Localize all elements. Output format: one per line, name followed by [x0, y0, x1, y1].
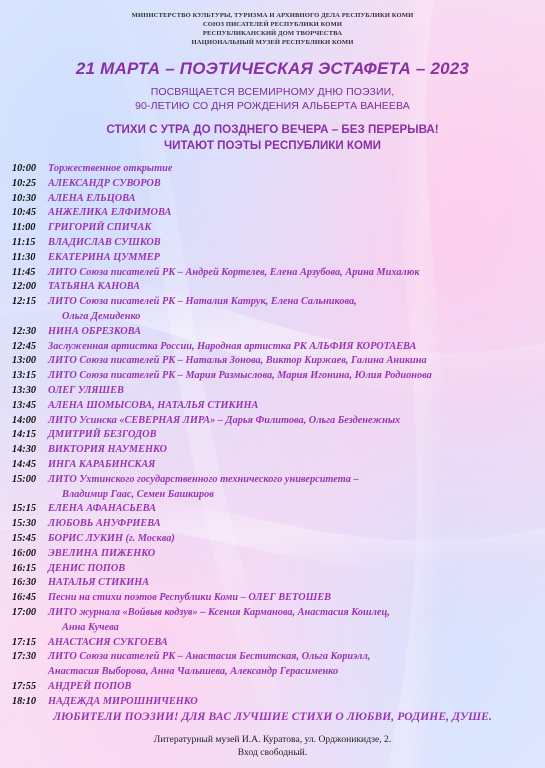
performer-line: ЛИТО Союза писателей РК – Наталия Катрук, Елена Сальникова, [48, 296, 357, 308]
schedule-performer [48, 650, 540, 680]
schedule-performer [48, 414, 540, 429]
schedule-row [12, 443, 540, 458]
performer-line: НАТАЛЬЯ СТИКИНА [48, 577, 150, 589]
performer-line: ДМИТРИЙ БЕЗГОДОВ [48, 429, 157, 441]
schedule-row [12, 650, 540, 680]
schedule-performer [48, 369, 540, 384]
performer-line-continued: Анастасия Выборова, Анна Чалышева, Александр Герасименко [48, 666, 339, 678]
schedule-row [12, 695, 540, 710]
schedule-performer [48, 502, 540, 517]
schedule-row [12, 192, 540, 207]
schedule-row [12, 280, 540, 295]
performer-line: ЛИТО Союза писателей РК – Андрей Кортелев, Елена Арзубова, Арина Михалюк [48, 266, 420, 278]
schedule-performer [48, 354, 540, 369]
schedule-performer [48, 251, 540, 266]
schedule-row [12, 354, 540, 369]
slogan [0, 122, 545, 154]
performer-line: ЕКАТЕРИНА ЦУММЕР [48, 251, 160, 263]
performer-line: ЛИТО Усинска «СЕВЕРНАЯ ЛИРА» – Дарья Филитова, Ольга Безденежных [48, 414, 401, 426]
schedule-performer [48, 221, 540, 236]
performer-line: ЛИТО Ухтинского государственного технического университета – [48, 473, 359, 485]
performer-line: Песни на стихи поэтов Республики Коми – ОЛЕГ ВЕТОШЕВ [48, 592, 332, 604]
schedule-row [12, 325, 540, 340]
schedule-time: 11:30 [12, 251, 36, 263]
schedule-performer [48, 325, 540, 340]
schedule-time: 10:00 [12, 163, 37, 174]
schedule-row [12, 369, 540, 384]
schedule-time: 15:45 [12, 532, 37, 544]
schedule-performer [48, 473, 540, 503]
schedule-performer [48, 517, 540, 532]
performer-line: ВИКТОРИЯ НАУМЕНКО [48, 444, 167, 456]
slogan-line: СТИХИ С УТРА ДО ПОЗДНЕГО ВЕЧЕРА – БЕЗ ПЕРЕРЫВА! [106, 123, 439, 136]
schedule-time: 16:00 [12, 547, 37, 559]
schedule-performer [48, 162, 540, 177]
schedule-time: 17:30 [12, 651, 37, 663]
schedule-time: 18:10 [12, 695, 37, 707]
schedule-time: 16:30 [12, 577, 37, 589]
schedule-performer [48, 695, 540, 710]
performer-line: АЛЕКСАНДР СУВОРОВ [48, 177, 161, 189]
schedule-row [12, 428, 540, 443]
schedule-performer [48, 399, 540, 414]
dedication-line: 90-ЛЕТИЮ СО ДНЯ РОЖДЕНИЯ АЛЬБЕРТА ВАНЕЕВА [135, 100, 410, 112]
organizers-header [0, 11, 545, 47]
performer-line: ОЛЕГ УЛЯШЕВ [48, 384, 124, 396]
schedule-performer [48, 547, 540, 562]
schedule-time: 11:00 [12, 222, 36, 234]
performer-line-continued: Анна Кучева [62, 621, 119, 633]
schedule-time: 13:45 [12, 399, 37, 411]
performer-line: ЛИТО журнала «Войвыв кодзув» – Ксения Карманова, Анастасия Кошлец, [48, 606, 390, 618]
schedule-row [12, 562, 540, 577]
closing-slogan: ЛЮБИТЕЛИ ПОЭЗИИ! ДЛЯ ВАС ЛУЧШИЕ СТИХИ О ЛЮБВИ, РОДИНЕ, ДУШЕ. [53, 711, 492, 723]
schedule-row [12, 399, 540, 414]
dedication-line: ПОСВЯЩАЕТСЯ ВСЕМИРНОМУ ДНЮ ПОЭЗИИ, [150, 86, 395, 98]
schedule-performer [48, 295, 540, 325]
performer-line: ВЛАДИСЛАВ СУШКОВ [48, 236, 161, 248]
performer-line: ЛИТО Союза писателей РК – Наталья Зонова, Виктор Киржаев, Галина Аникина [48, 355, 427, 367]
schedule-time: 16:15 [12, 562, 37, 574]
schedule-performer [48, 177, 540, 192]
schedule-performer [48, 192, 540, 207]
performer-line: ЛЮБОВЬ АНУФРИЕВА [48, 518, 161, 530]
schedule-row [12, 221, 540, 236]
performer-line: АНДРЕЙ ПОПОВ [48, 680, 132, 692]
schedule-row [12, 162, 540, 177]
performer-line: БОРИС ЛУКИН (г. Москва) [48, 532, 175, 544]
organizer-line: СОЮЗ ПИСАТЕЛЕЙ РЕСПУБЛИКИ КОМИ [202, 21, 343, 28]
schedule-row [12, 606, 540, 636]
schedule-row [12, 414, 540, 429]
schedule-row [12, 384, 540, 399]
schedule-time: 13:00 [12, 355, 37, 367]
schedule-performer [48, 636, 540, 651]
schedule-performer [48, 384, 540, 399]
performer-line: НАДЕЖДА МИРОШНИЧЕНКО [48, 695, 198, 707]
schedule-performer [48, 340, 540, 355]
schedule-time: 10:45 [12, 207, 37, 219]
schedule-performer [48, 280, 540, 295]
schedule-time: 11:15 [12, 236, 36, 248]
schedule-time: 14:30 [12, 444, 37, 456]
schedule-time: 12:45 [12, 340, 37, 352]
performer-line: АНЖЕЛИКА ЕЛФИМОВА [48, 207, 172, 219]
performer-line: Заслуженная артистка России, Народная артистка РК АЛЬФИЯ КОРОТАЕВА [48, 340, 417, 352]
schedule-time: 13:30 [12, 384, 37, 396]
schedule-row [12, 502, 540, 517]
schedule-performer [48, 576, 540, 591]
dedication [0, 85, 545, 113]
schedule-time: 13:15 [12, 370, 37, 382]
schedule-time: 11:45 [12, 266, 36, 278]
schedule-performer [48, 236, 540, 251]
schedule-performer [48, 562, 540, 577]
performer-line: ЛИТО Союза писателей РК – Анастасия Беститская, Ольга Кориэлл, [48, 651, 371, 663]
performer-line: АНАСТАСИЯ СУКГОЕВА [48, 636, 168, 648]
schedule-row [12, 680, 540, 695]
schedule-row [12, 251, 540, 266]
schedule-time: 12:00 [12, 281, 37, 293]
performer-line: НИНА ОБРЕЗКОВА [48, 325, 141, 337]
performer-line: ИНГА КАРАБИНСКАЯ [48, 458, 156, 470]
schedule-time: 14:00 [12, 414, 37, 426]
performer-line: ГРИГОРИЙ СПИЧАК [48, 222, 152, 234]
organizer-line: НАЦИОНАЛЬНЫЙ МУЗЕЙ РЕСПУБЛИКИ КОМИ [191, 39, 354, 46]
entry-note: Вход свободный. [237, 747, 308, 758]
schedule-time: 16:45 [12, 592, 37, 604]
schedule-time: 14:15 [12, 429, 37, 441]
schedule-performer [48, 458, 540, 473]
schedule-time: 15:15 [12, 503, 37, 515]
schedule-time: 10:25 [12, 177, 37, 189]
performer-line: Торжественное открытие [48, 163, 173, 174]
schedule-time: 12:30 [12, 325, 37, 337]
schedule-performer [48, 591, 540, 606]
slogan-line: ЧИТАЮТ ПОЭТЫ РЕСПУБЛИКИ КОМИ [163, 139, 382, 152]
schedule-row [12, 591, 540, 606]
schedule-row [12, 532, 540, 547]
performer-line: АЛЕНА ШОМЫСОВА, НАТАЛЬЯ СТИКИНА [48, 399, 259, 411]
schedule-performer [48, 206, 540, 221]
schedule-row [12, 177, 540, 192]
schedule-time: 10:30 [12, 192, 37, 204]
schedule-row [12, 206, 540, 221]
performer-line-continued: Ольга Демиденко [62, 310, 141, 322]
schedule-row [12, 340, 540, 355]
schedule-time: 15:30 [12, 518, 37, 530]
schedule-time: 15:00 [12, 473, 37, 485]
schedule-performer [48, 428, 540, 443]
organizer-line: МИНИСТЕРСТВО КУЛЬТУРЫ, ТУРИЗМА И АРХИВНОГО ДЕЛА РЕСПУБЛИКИ КОМИ [131, 12, 414, 19]
schedule-row [12, 266, 540, 281]
page-title: 21 МАРТА – ПОЭТИЧЕСКАЯ ЭСТАФЕТА – 2023 [75, 59, 470, 78]
schedule-time: 17:55 [12, 680, 37, 692]
schedule-performer [48, 443, 540, 458]
schedule-row [12, 236, 540, 251]
performer-line: ТАТЬЯНА КАНОВА [48, 281, 140, 293]
schedule-row [12, 473, 540, 503]
performer-line: ЛИТО Союза писателей РК – Мария Размыслова, Мария Игонина, Юлия Родионова [48, 370, 432, 382]
performer-line: ДЕНИС ПОПОВ [48, 562, 126, 574]
schedule-row [12, 458, 540, 473]
performer-line-continued: Владимир Гаас, Семен Башкиров [62, 488, 214, 500]
performer-line: АЛЕНА ЕЛЬЦОВА [48, 192, 136, 204]
schedule-time: 17:15 [12, 636, 37, 648]
schedule-performer [48, 532, 540, 547]
schedule-performer [48, 606, 540, 636]
schedule-time: 17:00 [12, 606, 37, 618]
schedule-row [12, 547, 540, 562]
address-line: Литературный музей И.А. Куратова, ул. Орджоникидзе, 2. [153, 734, 392, 745]
organizer-line: РЕСПУБЛИКАНСКИЙ ДОМ ТВОРЧЕСТВА [202, 30, 343, 37]
schedule-list [12, 162, 540, 709]
venue-address [0, 733, 545, 759]
schedule-performer [48, 680, 540, 695]
performer-line: ЭВЕЛИНА ПИЖЕНКО [48, 547, 156, 559]
schedule-time: 14:45 [12, 458, 37, 470]
performer-line: ЕЛЕНА АФАНАСЬЕВА [48, 503, 156, 515]
schedule-row [12, 576, 540, 591]
schedule-row [12, 295, 540, 325]
schedule-performer [48, 266, 540, 281]
schedule-row [12, 636, 540, 651]
schedule-time: 12:15 [12, 296, 37, 308]
schedule-row [12, 517, 540, 532]
